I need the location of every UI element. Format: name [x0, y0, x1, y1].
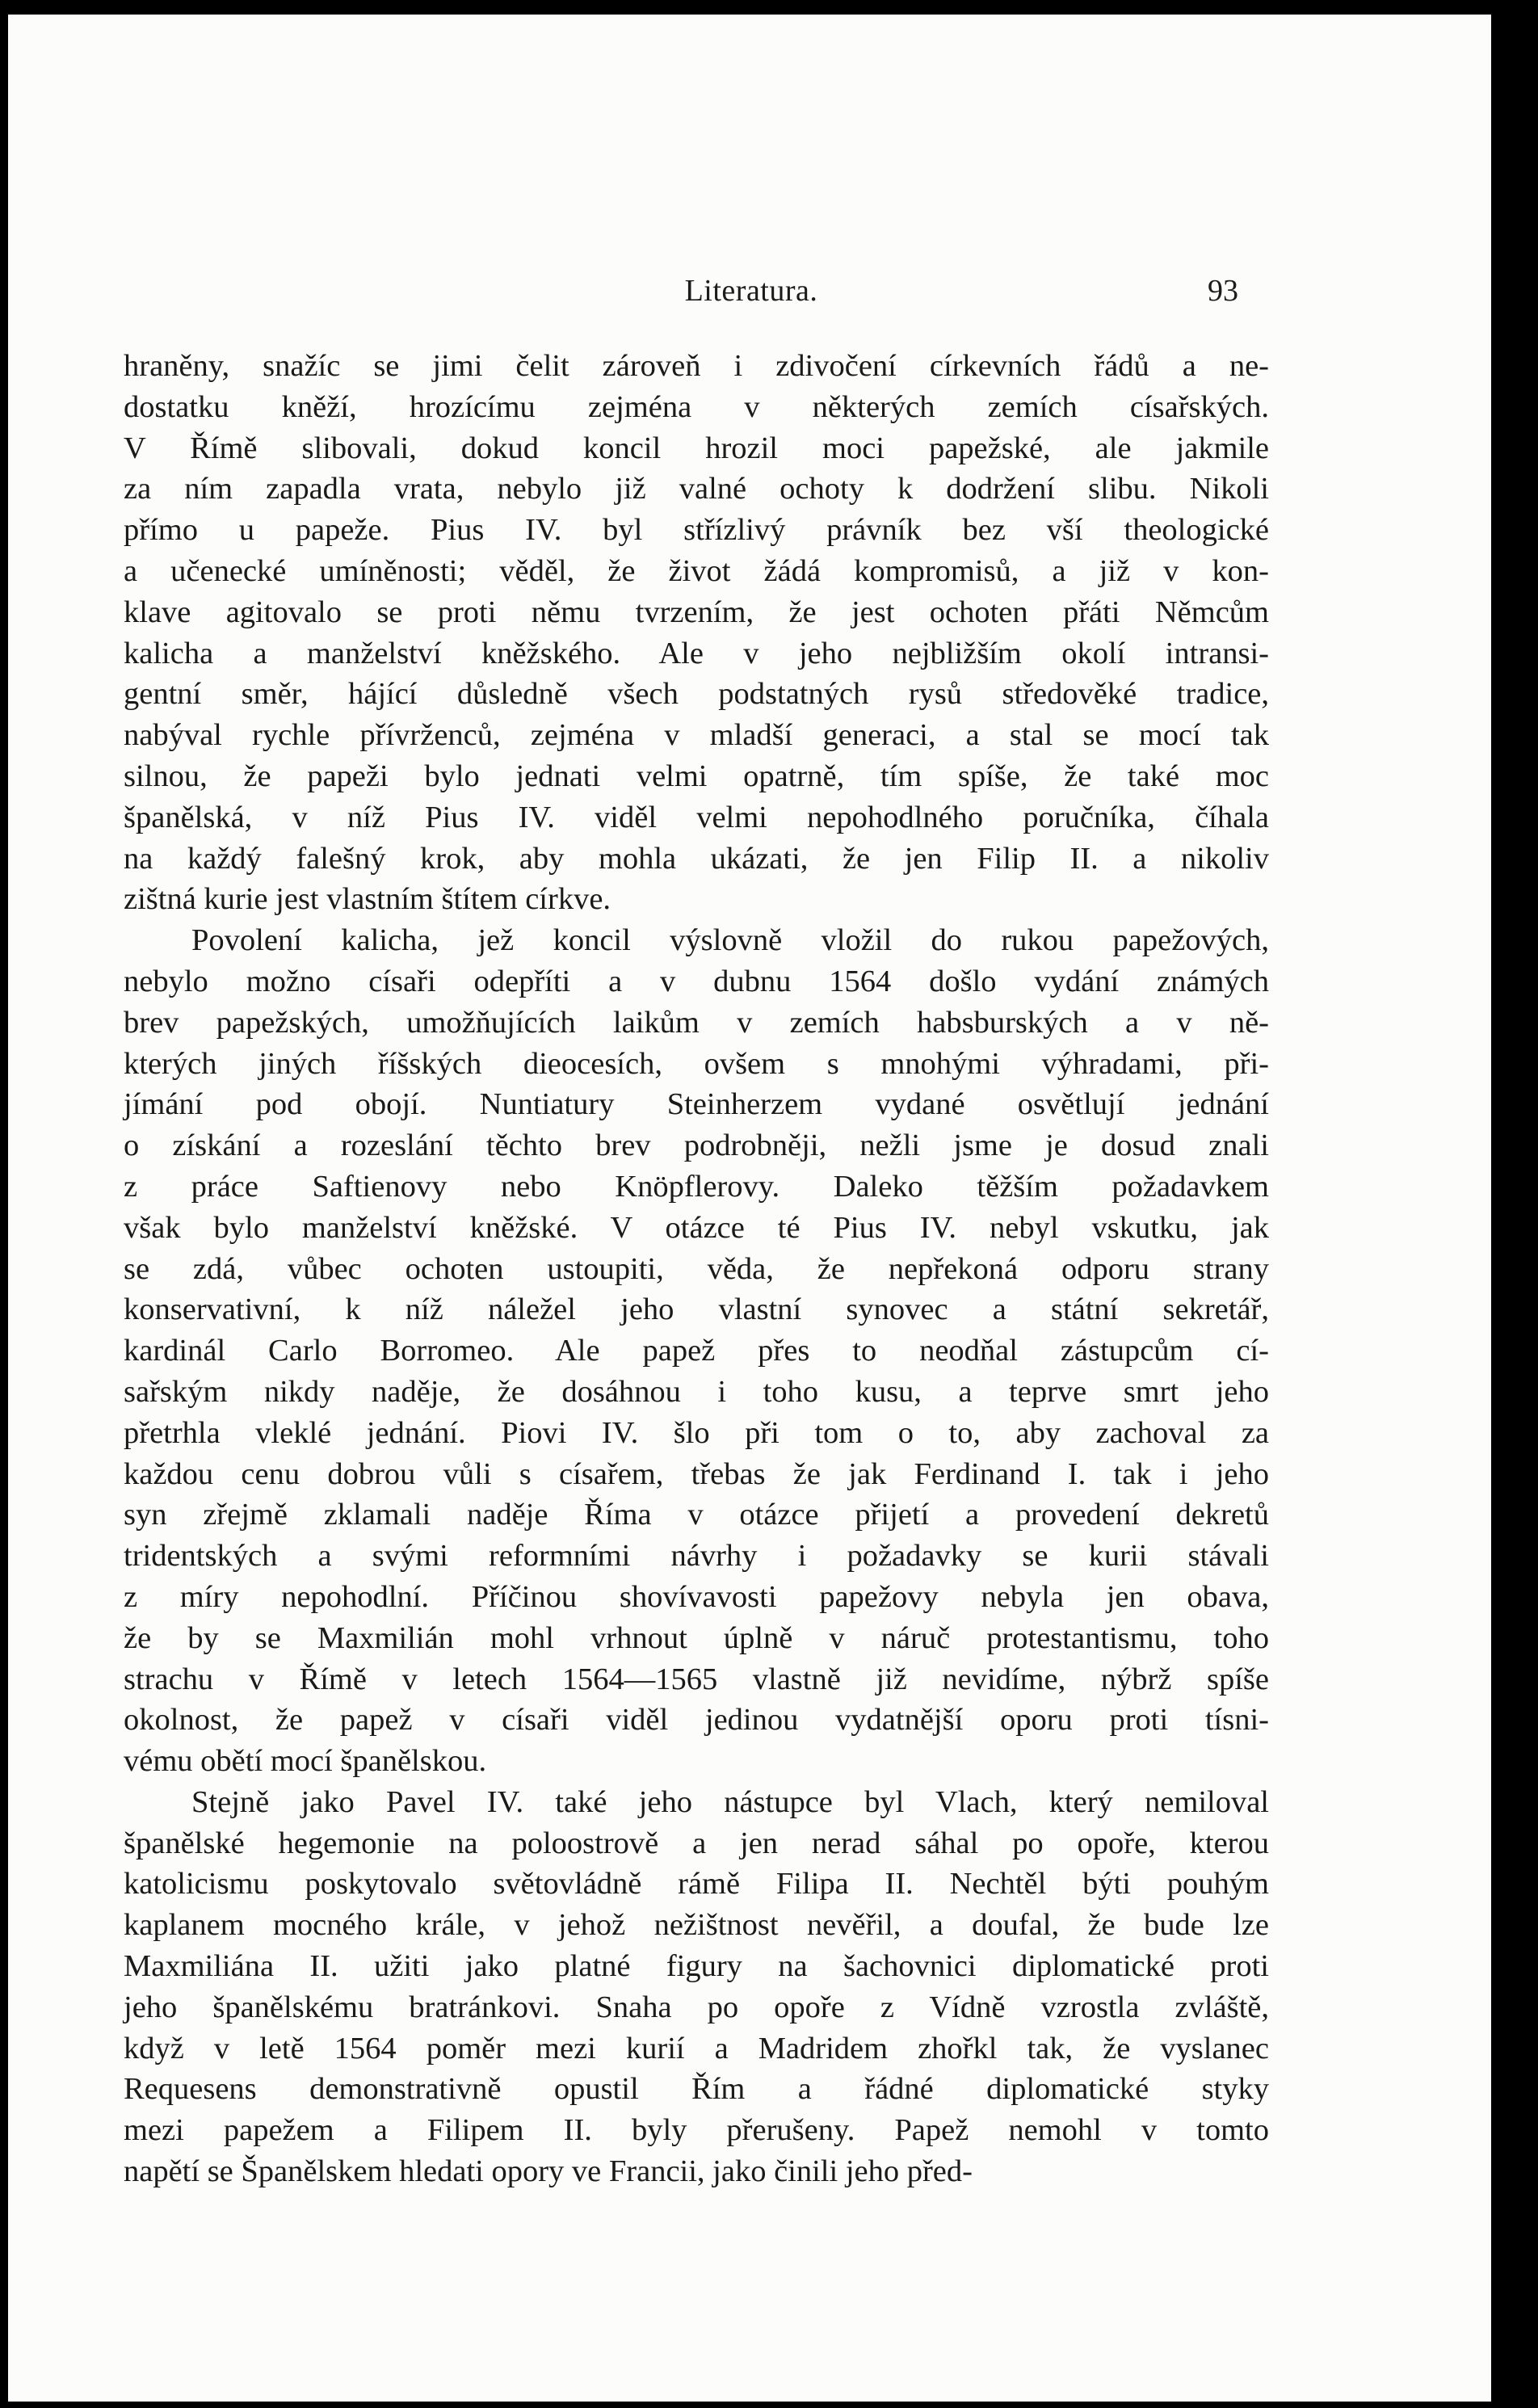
text-line: dostatku kněží, hrozícímu zejména v některých zemích císařských. — [124, 389, 1269, 424]
text-line: katolicismu poskytovalo světovládně rámě Filipa II. Nechtěl býti pouhým — [124, 1867, 1269, 1902]
text-line: přímo u papeže. Pius IV. byl střízlivý právník bez vší theologické — [124, 513, 1269, 548]
text-line: když v letě 1564 poměr mezi kurií a Madridem zhořkl tak, že vyslanec — [124, 2031, 1269, 2066]
text-line: španělská, v níž Pius IV. viděl velmi nepohodlného poručníka, číhala — [124, 800, 1269, 834]
text-line: konservativní, k níž náležel jeho vlastní synovec a státní sekretář, — [124, 1292, 1269, 1327]
text-line: hraněny, snažíc se jimi čelit zároveň i zdivočení církevních řádů a ne- — [124, 349, 1269, 383]
book-page — [8, 15, 1491, 2402]
running-title: Literatura. — [684, 274, 818, 308]
text-line: nebylo možno císaři odepříti a v dubnu 1564 došlo vydání známých — [124, 964, 1269, 998]
text-line: každou cenu dobrou vůli s císařem, třebas že jak Ferdinand I. tak i jeho — [124, 1456, 1269, 1491]
text-line: okolnost, že papež v císaři viděl jedinou vydatnější oporu proti tísni- — [124, 1703, 1269, 1738]
text-line: gentní směr, hájící důsledně všech podstatných rysů středověké tradice, — [124, 677, 1269, 712]
page-header — [8, 267, 1491, 315]
text-line: tridentských a svými reformními návrhy i požadavky se kurii stávali — [124, 1539, 1269, 1574]
paragraph — [124, 1782, 1269, 2192]
text-line: nabýval rychle přívrženců, zejména v mladší generaci, a stal se mocí tak — [124, 718, 1269, 753]
text-line: Maxmiliána II. užiti jako platné figury na šachovnici diplomatické proti — [124, 1949, 1269, 1984]
body-text — [124, 346, 1269, 2192]
text-line: kaplanem mocného krále, v jehož nežištnost nevěřil, a doufal, že bude lze — [124, 1908, 1269, 1943]
text-line: klave agitovalo se proti němu tvrzením, že jest ochoten přáti Němcům — [124, 595, 1269, 629]
text-line: z práce Saftienovy nebo Knöpflerovy. Daleko těžším požadavkem — [124, 1169, 1269, 1204]
text-line: kalicha a manželství kněžského. Ale v jeho nejbližším okolí intransi- — [124, 636, 1269, 670]
text-line: jímání pod obojí. Nuntiatury Steinherzem vydané osvětlují jednání — [124, 1087, 1269, 1122]
text-line: kardinál Carlo Borromeo. Ale papež přes to neodňal zástupcům cí- — [124, 1334, 1269, 1368]
text-line: španělské hegemonie na poloostrově a jen nerad sáhal po opoře, kterou — [124, 1826, 1269, 1860]
text-line: že by se Maxmilián mohl vrhnout úplně v náruč protestantismu, toho — [124, 1620, 1269, 1655]
text-line: syn zřejmě zklamali naděje Říma v otázce přijetí a provedení dekretů — [124, 1498, 1269, 1532]
text-line: zištná kurie jest vlastním štítem církve. — [124, 882, 611, 917]
text-line: brev papežských, umožňujících laikům v zemích habsburských a v ně- — [124, 1005, 1269, 1040]
text-line: jeho španělskému bratránkovi. Snaha po opoře z Vídně vzrostla zvláště, — [124, 1990, 1269, 2024]
text-line: však bylo manželství kněžské. V otázce té Pius IV. nebyl vskutku, jak — [124, 1210, 1269, 1245]
text-line: přetrhla vleklé jednání. Piovi IV. šlo při tom o to, aby zachoval za — [124, 1415, 1269, 1450]
text-line: a učenecké umíněnosti; věděl, že život žádá kompromisů, a již v kon- — [124, 553, 1269, 588]
text-line: Povolení kalicha, jež koncil výslovně vložil do rukou papežových, — [191, 923, 1269, 958]
text-line: Requesens demonstrativně opustil Řím a řádné diplomatické styky — [124, 2072, 1269, 2107]
text-line: za ním zapadla vrata, nebylo již valné ochoty k dodržení slibu. Nikoli — [124, 472, 1269, 506]
text-line: Stejně jako Pavel IV. také jeho nástupce byl Vlach, který nemiloval — [191, 1784, 1269, 1819]
text-line: kterých jiných říšských dieocesích, ovšem s mnohými výhradami, při- — [124, 1046, 1269, 1081]
text-line: o získání a rozeslání těchto brev podrobněji, nežli jsme je dosud znali — [124, 1128, 1269, 1163]
text-line: se zdá, vůbec ochoten ustoupiti, věda, že nepřekoná odporu strany — [124, 1251, 1269, 1286]
paragraph — [124, 346, 1269, 920]
text-line: V Římě slibovali, dokud koncil hrozil moci papežské, ale jakmile — [124, 431, 1269, 465]
text-line: napětí se Španělskem hledati opory ve Francii, jako činili jeho před- — [124, 2154, 973, 2189]
text-line: vému obětí mocí španělskou. — [124, 1744, 487, 1779]
text-line: z míry nepohodlní. Příčinou shovívavosti papežovy nebyla jen obava, — [124, 1579, 1269, 1614]
text-line: sařským nikdy naděje, že dosáhnou i toho kusu, a teprve smrt jeho — [124, 1374, 1269, 1409]
paragraph — [124, 920, 1269, 1782]
text-line: strachu v Římě v letech 1564—1565 vlastně již nevidíme, nýbrž spíše — [124, 1662, 1269, 1696]
text-line: silnou, že papeži bylo jednati velmi opatrně, tím spíše, že také moc — [124, 759, 1269, 793]
text-line: na každý falešný krok, aby mohla ukázati, že jen Filip II. a nikoliv — [124, 841, 1269, 876]
text-line: mezi papežem a Filipem II. byly přerušeny. Papež nemohl v tomto — [124, 2113, 1269, 2148]
page-number: 93 — [1208, 274, 1238, 308]
